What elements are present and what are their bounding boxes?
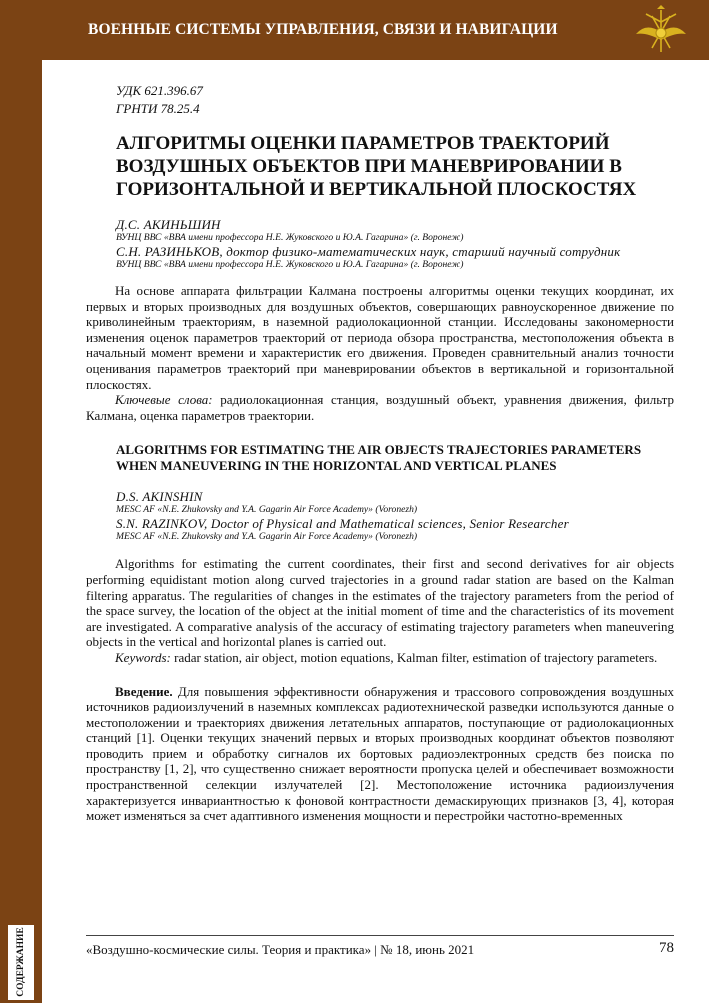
author-affiliation: MESC AF «N.E. Zhukovsky and Y.A. Gagarin Air Force Academy» (Voronezh) [116,531,418,543]
introduction-text: Для повышения эффективности обнаружения и трассового сопровождения воздушных источников радиоизлучений в наземных комплексах радиотехнической разведки используются данные о местоположении и траекториях движения летательных аппаратов, поступающие от радиолокационных станций [1]. Оценки текущих значений первых и вторых производных координат объектов позволяют проводить прием и обработку сигналов их бортовых радиоэлектронных средств без поиска по пространству [1, 2], что существенно снижает вероятности пропуска целей и обеспечивает возможности пространственной селекции излучателей [2]. Местоположение источника радиоизлучения характеризуется инвариантностью к фоновой контрастности демаскирующих признаков [3, 4], которая может изменяться за счет адаптивного изменения мощности и перестройки частотно-временных [86,683,674,824]
keywords-text: radar station, air object, motion equations, Kalman filter, estimation of trajectory parameters. [170,649,658,665]
author-name: С.Н. РАЗИНЬКОВ, доктор физико-математических наук, старший научный сотрудник [116,244,621,259]
introduction-paragraph [86,684,674,824]
udk-code: УДК 621.396.67 [116,83,203,98]
page-number: 78 [659,940,674,956]
article-title-en: ALGORITHMS FOR ESTIMATING THE AIR OBJECTS TRAJECTORIES PARAMETERS WHEN MANEUVERING IN THE HORIZONTAL AND VERTICAL PLANES [116,442,642,473]
author-name: Д.С. АКИНЬШИН [116,217,221,232]
introduction-label: Введение. [115,683,173,699]
grnti-code: ГРНТИ 78.25.4 [116,101,200,116]
keywords-ru [86,392,674,423]
author-affiliation: ВУНЦ ВВС «ВВА имени профессора Н.Е. Жуковского и Ю.А. Гагарина» (г. Воронеж) [116,232,464,243]
author-name: S.N. RAZINKOV, Doctor of Physical and Mathematical sciences, Senior Researcher [116,516,569,532]
keywords-label: Keywords: [115,649,171,665]
left-sidebar [0,60,42,1003]
journal-section-title: ВОЕННЫЕ СИСТЕМЫ УПРАВЛЕНИЯ, СВЯЗИ И НАВИГАЦИИ [88,21,558,38]
article-title-ru: АЛГОРИТМЫ ОЦЕНКИ ПАРАМЕТРОВ ТРАЕКТОРИЙ ВОЗДУШНЫХ ОБЪЕКТОВ ПРИ МАНЕВРИРОВАНИИ В ГОРИЗОНТАЛЬНОЙ И ВЕРТИКАЛЬНОЙ ПЛОСКОСТЯХ [116,133,637,200]
keywords-en [86,650,674,666]
signal-corps-emblem-icon [632,4,690,56]
authors-ru [116,217,674,271]
article-content [86,82,675,824]
author-affiliation: ВУНЦ ВВС «ВВА имени профессора Н.Е. Жуковского и Ю.А. Гагарина» (г. Воронеж) [116,259,464,270]
footer-journal: «Воздушно-космические силы. Теория и практика» | № 18, июнь 2021 [86,942,475,957]
abstract-en: Algorithms for estimating the current coordinates, their first and second derivatives for air objects performing equidistant motion along curved trajectories in a ground radar station are based on the Kalman filtering apparatus. The regularities of changes in the estimates of the trajectory parameters from the period of the space survey, the location of the object at the initial moment of time and the characteristics of its movement are investigated. A comparative analysis of the accuracy of estimating trajectory parameters when maneuvering objects in the vertical and horizontal planes is carried out. [86,556,674,650]
contents-link-label[interactable]: СОДЕРЖАНИЕ [16,927,26,997]
keywords-text: радиолокационная станция, воздушный объект, уравнения движения, фильтр Калмана, оценка параметров траектории. [86,392,675,423]
footer-divider [86,935,674,936]
journal-header [0,0,709,60]
authors-en [116,489,674,543]
author-affiliation: MESC AF «N.E. Zhukovsky and Y.A. Gagarin Air Force Academy» (Voronezh) [116,504,418,516]
keywords-label: Ключевые слова: [115,392,213,408]
abstract-ru: На основе аппарата фильтрации Калмана построены алгоритмы оценки текущих координат, их первых и вторых производных для воздушных объектов, совершающих равноускоренное движение по криволинейным траекториям, в наземной радиолокационной станции. Исследованы закономерности изменения оценок параметров траекторий от периода обзора пространства, местоположения объекта в начальный момент времени и характеристик его движения. Проведен сравнительный анализ точности оценивания параметров траекторий при маневрировании объектов в вертикальной и горизонтальной плоскостях. [86,283,674,392]
author-name: D.S. AKINSHIN [116,489,203,505]
